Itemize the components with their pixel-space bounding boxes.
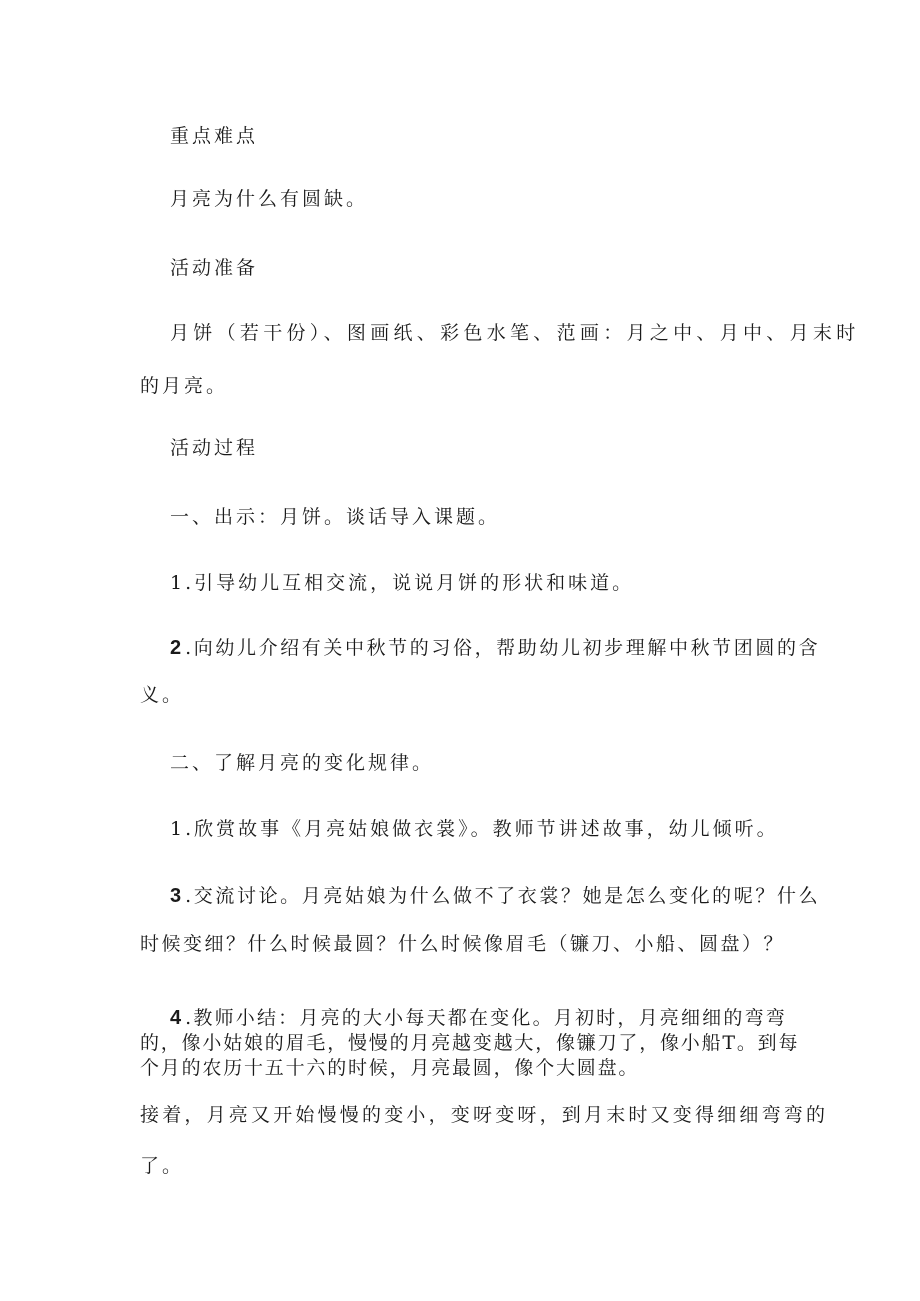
- item-2-3-line-1: [170, 886, 820, 906]
- item-1-2-text: .向幼儿介绍有关中秋节的习俗，帮助幼儿初步理解中秋节团圆的含: [185, 637, 821, 659]
- item-1-2-number: 2: [170, 637, 182, 659]
- item-2-4-line-1: [170, 1008, 787, 1028]
- item-1-2-line-1: [170, 638, 820, 658]
- heading-process: 活动过程: [170, 437, 259, 459]
- item-2-4-line-3: 个月的农历十五十六的时候，月亮最圆，像个大圆盘。: [140, 1057, 640, 1079]
- heading-key-points: 重点难点: [170, 125, 259, 147]
- closing-line-1: 接着，月亮又开始慢慢的变小，变呀变呀，到月末时又变得细细弯弯的: [140, 1104, 829, 1126]
- item-2-4-line-2: 的，像小姑娘的眉毛，慢慢的月亮越变越大，像镰刀了，像小船T。到每: [140, 1032, 800, 1054]
- item-1-1: 1.引导幼儿互相交流，说说月饼的形状和味道。: [170, 572, 635, 594]
- item-2-1: 1.欣赏故事《月亮姑娘做衣裳》。教师节讲述故事，幼儿倾听。: [170, 818, 779, 840]
- item-1-2-line-2: 义。: [140, 684, 185, 706]
- key-points-text: 月亮为什么有圆缺。: [170, 188, 369, 210]
- closing-line-2: 了。: [140, 1155, 185, 1177]
- item-2-4-text: .教师小结：月亮的大小每天都在变化。月初时，月亮细细的弯弯: [185, 1007, 787, 1029]
- preparation-line-1: 月饼（若干份）、图画纸、彩色水笔、范画：月之中、月中、月末时: [170, 322, 860, 344]
- item-2-4-number: 4: [170, 1007, 182, 1029]
- item-2-3-text: .交流讨论。月亮姑娘为什么做不了衣裳？她是怎么变化的呢？什么: [185, 885, 821, 907]
- item-2-3-line-2: 时候变细？什么时候最圆？什么时候像眉毛（镰刀、小船、圆盘）？: [140, 933, 786, 955]
- preparation-line-2: 的月亮。: [140, 375, 229, 397]
- section-2-title: 二、了解月亮的变化规律。: [170, 752, 435, 774]
- item-2-3-number: 3: [170, 885, 182, 907]
- section-1-title: 一、出示：月饼。谈话导入课题。: [170, 506, 501, 528]
- heading-preparation: 活动准备: [170, 257, 259, 279]
